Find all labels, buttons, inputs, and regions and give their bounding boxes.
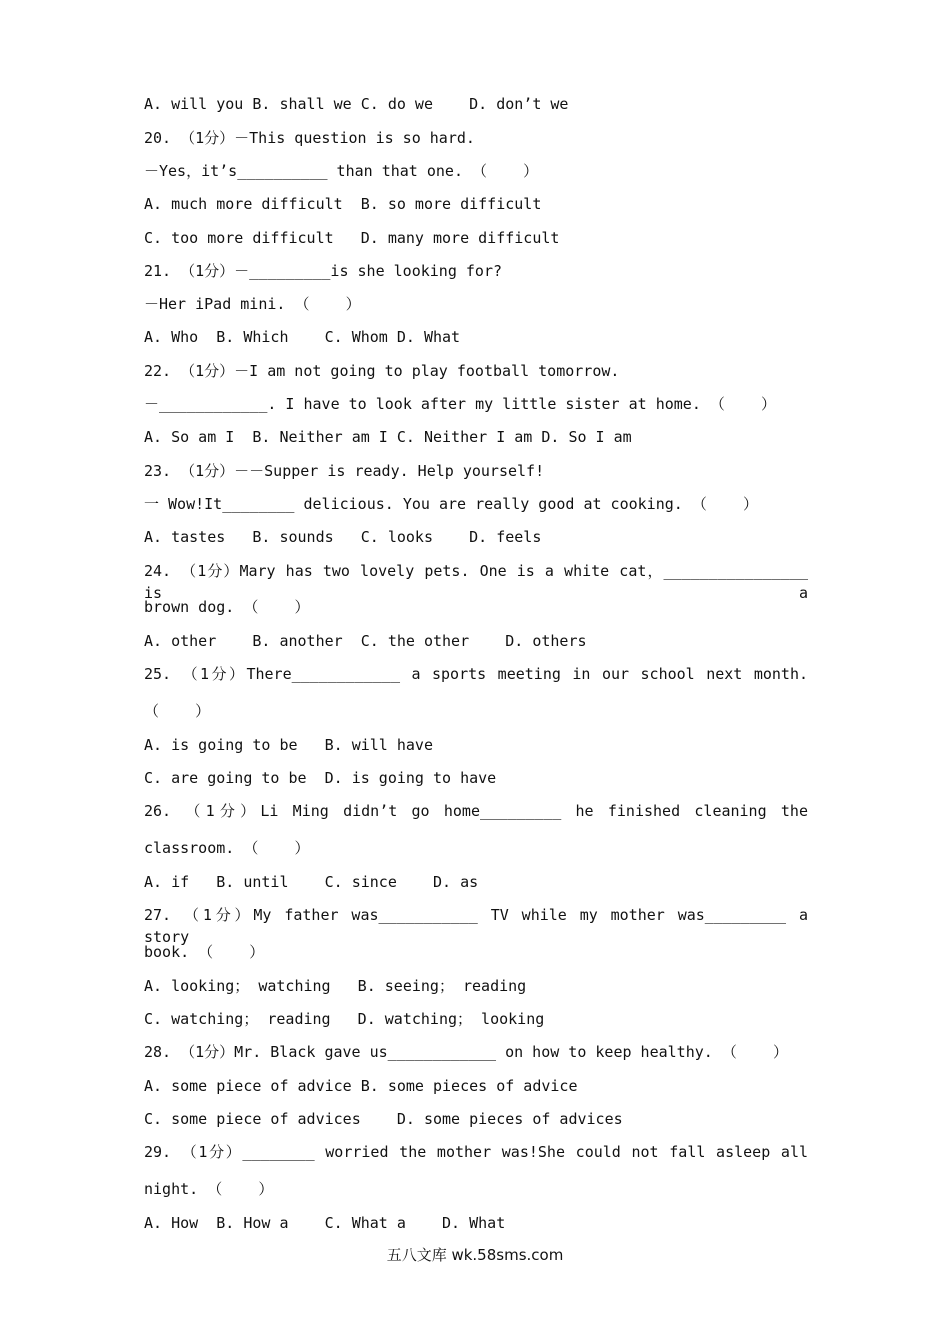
- q25-question: 25. （1分）There____________ a sports meeting in our school next month.: [144, 665, 808, 683]
- q22-options: A. So am I B. Neither am I C. Neither I am D. So I am: [144, 428, 632, 446]
- q21-options: A. Who B. Which C. Whom D. What: [144, 328, 461, 346]
- q27-question: 27. （1分）My father was___________ TV while my mother was_________ a story: [144, 906, 808, 946]
- q20-reply: －Yes，it’s__________ than that one. （ ）: [144, 162, 539, 180]
- q21-question: 21. （1分）－_________is she looking for?: [144, 262, 503, 280]
- q28-options-cd: C. some piece of advices D. some pieces of advices: [144, 1110, 623, 1128]
- q20-question: 20. （1分）－This question is so hard.: [144, 129, 475, 147]
- q21-reply: －Her iPad mini. （ ）: [144, 295, 361, 313]
- q29-question: 29. （1分）________ worried the mother was!She could not fall asleep all: [144, 1143, 808, 1161]
- q29-options: A. How B. How a C. What a D. What: [144, 1214, 506, 1232]
- q28-options-ab: A. some piece of advice B. some pieces of advice: [144, 1077, 578, 1095]
- q22-reply: －____________. I have to look after my little sister at home. （ ）: [144, 395, 776, 413]
- q23-question: 23. （1分）－－Supper is ready. Help yourself!: [144, 462, 545, 480]
- q25-question-cont: （ ）: [144, 702, 211, 720]
- q20-options-cd: C. too more difficult D. many more difficult: [144, 229, 560, 247]
- q23-options: A. tastes B. sounds C. looks D. feels: [144, 528, 542, 546]
- q24-question: 24. （1分）Mary has two lovely pets. One is a white cat，________________ is a: [144, 562, 808, 602]
- q26-question: 26. （1分）Li Ming didn’t go home_________ he finished cleaning the: [144, 802, 808, 820]
- q20-options-ab: A. much more difficult B. so more difficult: [144, 195, 542, 213]
- page-footer-watermark: 五八文库 wk.58sms.com: [386, 1246, 564, 1264]
- q26-question-cont: classroom. （ ）: [144, 839, 310, 857]
- q24-options: A. other B. another C. the other D. others: [144, 632, 587, 650]
- q27-options-cd: C. watching； reading D. watching； looking: [144, 1010, 545, 1028]
- q19-options: A. will you B. shall we C. do we D. don’t we: [144, 95, 569, 113]
- q25-options-cd: C. are going to be D. is going to have: [144, 769, 497, 787]
- q27-options-ab: A. looking； watching B. seeing； reading: [144, 977, 527, 995]
- q28-question: 28. （1分）Mr. Black gave us____________ on how to keep healthy. （ ）: [144, 1043, 788, 1061]
- q26-options: A. if B. until C. since D. as: [144, 873, 479, 891]
- q29-question-cont: night. （ ）: [144, 1180, 274, 1198]
- q24-question-cont: brown dog. （ ）: [144, 598, 310, 616]
- q27-question-cont: book. （ ）: [144, 943, 265, 961]
- q25-options-ab: A. is going to be B. will have: [144, 736, 433, 754]
- q22-question: 22. （1分）－I am not going to play football tomorrow.: [144, 362, 620, 380]
- q23-reply: 一 Wow!It________ delicious. You are really good at cooking. （ ）: [144, 495, 758, 513]
